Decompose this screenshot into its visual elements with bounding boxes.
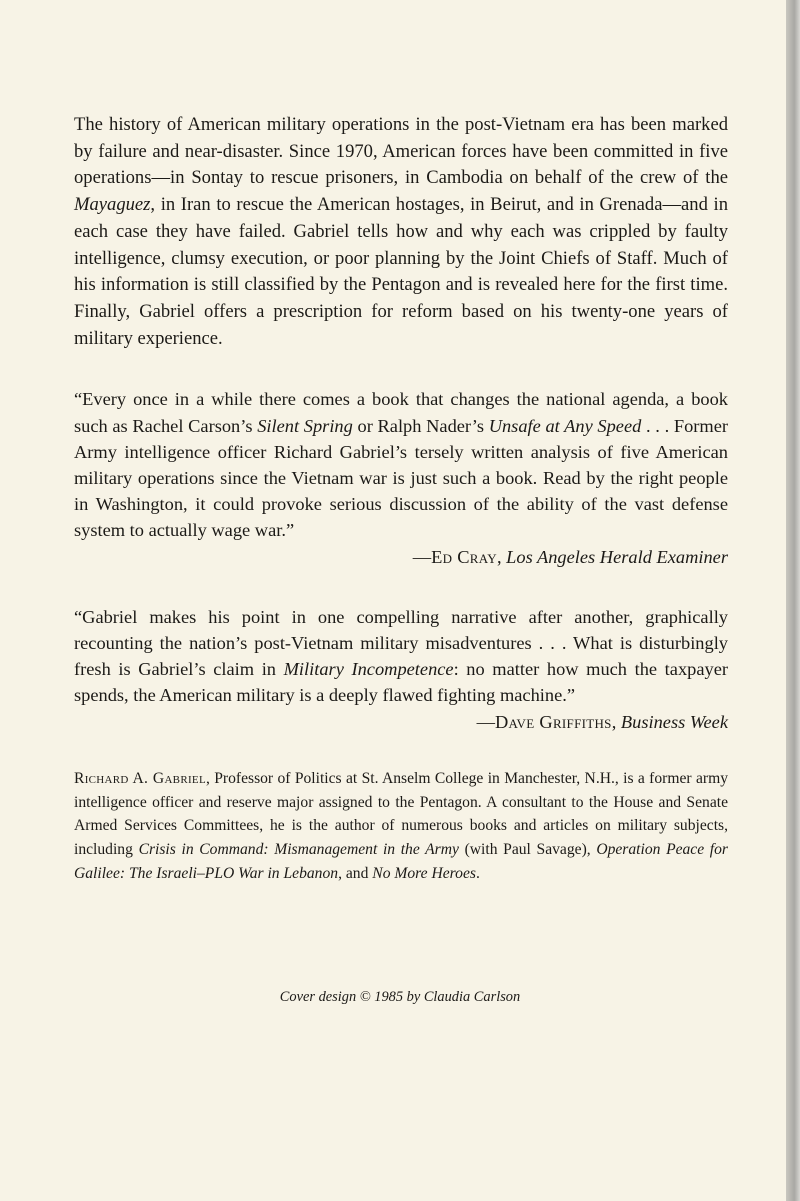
review-quote-2 xyxy=(74,604,728,732)
review1-text: “Every once in a while there comes a book that changes the national agenda, a book such as Rachel Carson’s xyxy=(74,389,728,436)
cover-design-credit: Cover design © 1985 by Claudia Carlson xyxy=(279,989,521,1005)
description-italic-title: Mayaguez xyxy=(74,194,151,216)
review1-title-unsafe: Unsafe at Any Speed xyxy=(488,415,642,436)
bio-text-4: . xyxy=(475,864,480,882)
author-name: Richard A. Gabriel xyxy=(74,769,206,787)
book-title-crisis: Crisis in Command: Mismanagement in the Army xyxy=(138,841,459,859)
publication-name: Los Angeles Herald Examiner xyxy=(506,546,728,567)
author-bio xyxy=(74,767,728,886)
publication-name: Business Week xyxy=(620,711,728,732)
reviewer-name: Dave Griffiths xyxy=(494,711,612,732)
review1-title-silent-spring: Silent Spring xyxy=(257,415,353,436)
review-quote-1 xyxy=(74,386,728,543)
review1-text-2: or Ralph Nader’s xyxy=(352,415,489,436)
review2-title: Military Incompetence xyxy=(283,659,454,680)
bio-text-3: , and xyxy=(338,864,373,882)
review2-text: “Gabriel makes his point in one compelling narrative after another, graphically recounting the nation’s post-Vietnam military misadventures . . . What is disturbingly fresh is Gabriel’s claim in xyxy=(74,606,728,680)
description-text: The history of American military operations in the post-Vietnam era has been marked by failure and near-disaster. Since 1970, American forces have been committed in five operations—in Sontay to rescue prisoners, in Cambodia on behalf of the crew of the xyxy=(74,114,728,189)
description-paragraph xyxy=(74,112,728,352)
bio-text: , Professor of Politics at St. Anselm College in Manchester, N.H., is a former army intelligence officer and reserve major assigned to the Pentagon. A consultant to the House and Senate Armed Services Committees, he is the author of numerous books and articles on military subjects, including xyxy=(74,769,728,859)
reviewer-name: Ed Cray xyxy=(431,546,497,567)
book-title-galilee: Operation Peace for Galilee: The Israeli–PLO War in Lebanon xyxy=(74,841,729,882)
review1-text-3: . . . Former Army intelligence officer Richard Gabriel’s tersely written analysis of five American military operations since the Vietnam war is just such a book. Read by the right people in Washington, it could provoke serious discussion of the ability of the vast defense system to actually wage war.” xyxy=(74,415,729,541)
attribution-separator: , xyxy=(496,546,507,567)
attribution-dash: — xyxy=(412,546,432,567)
attribution-separator: , xyxy=(611,711,621,732)
bio-text-2: (with Paul Savage), xyxy=(458,841,597,859)
attribution-dash: — xyxy=(476,711,495,732)
review-attribution-2 xyxy=(477,709,728,735)
review-attribution-1 xyxy=(74,544,728,570)
book-title-heroes: No More Heroes xyxy=(372,864,476,882)
description-text-continued: , in Iran to rescue the American hostages, in Beirut, and in Grenada—and in each case they have failed. Gabriel tells how and why each was crippled by faulty intelligence, clumsy execution, or poor planning by the Joint Chiefs of Staff. Much of his information is still classified by the Pentagon and is revealed here for the first time. Finally, Gabriel offers a prescription for reform based on his twenty-one years of military experience. xyxy=(74,194,728,349)
back-cover-text xyxy=(74,108,728,886)
book-spine-edge xyxy=(786,0,800,1201)
review2-text-2: : no matter how much the taxpayer spends, the American military is a deeply flawed fighting machine.” xyxy=(74,659,728,706)
